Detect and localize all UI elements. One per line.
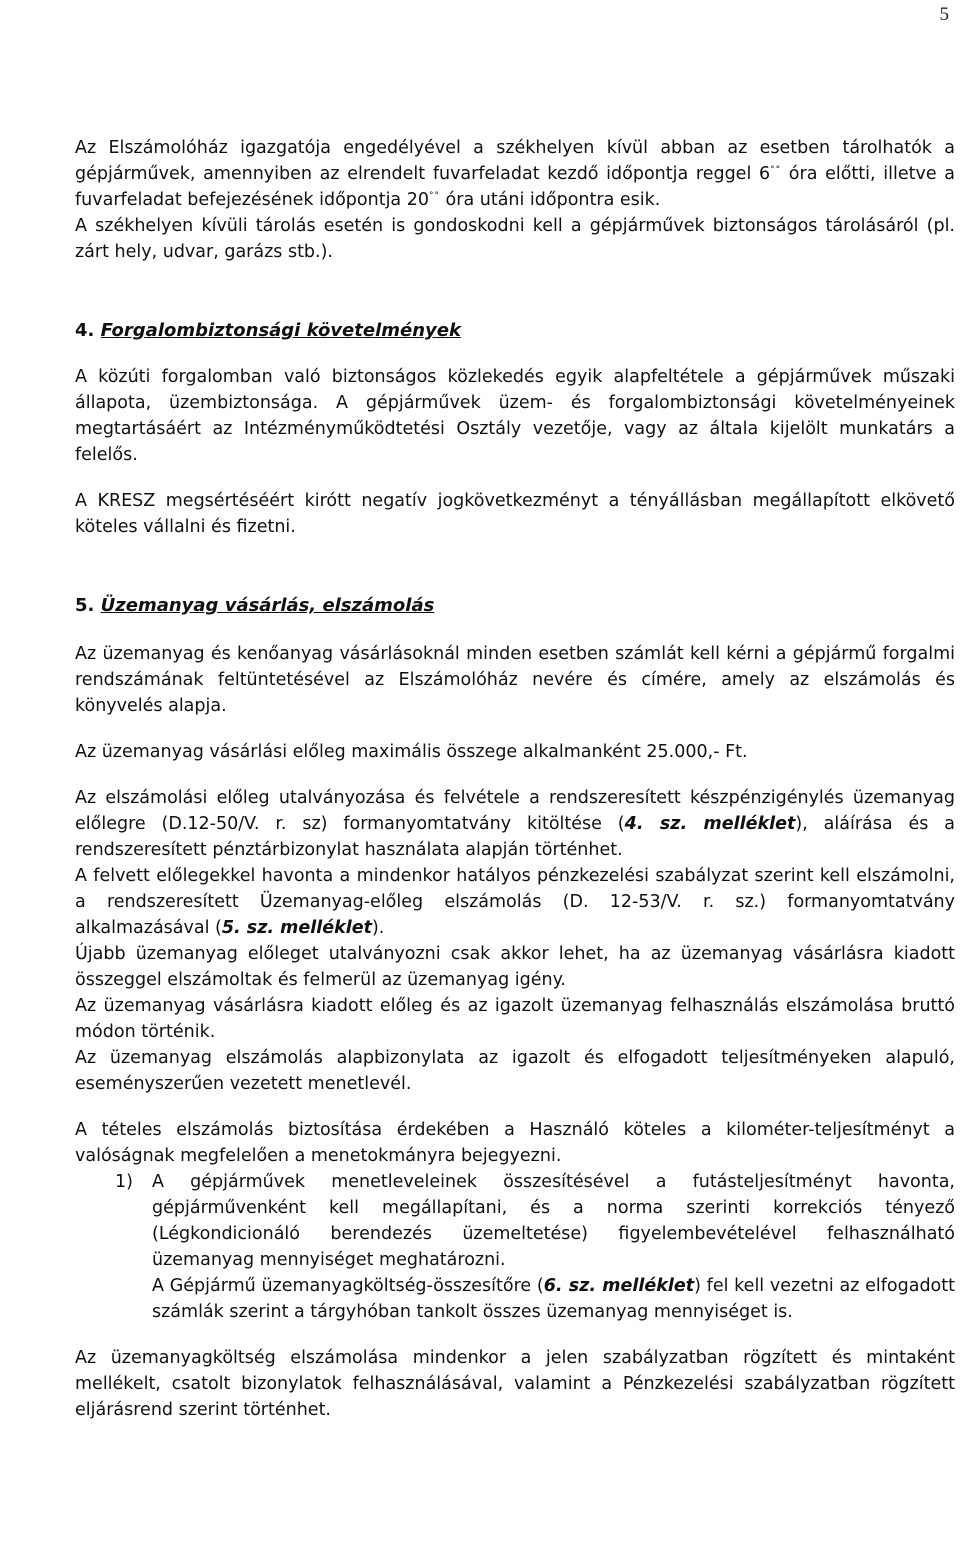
paragraph-traffic-safety: A közúti forgalomban való biztonságos közlekedés egyik alapfeltétele a gépjárművek műszaki állapota, üzembiztonsága. A gépjárművek üzem- és forgalombiztonsági követelményeinek megtartásáért az Intézményműködtetési Osztály vezetője, vagy az általa kijelölt munkatárs a felelős. — [75, 367, 955, 465]
annex-6-reference: 6. sz. melléklet — [543, 1276, 695, 1296]
annex-4-reference: 4. sz. melléklet — [624, 814, 796, 834]
paragraph-storage-safety: A székhelyen kívüli tárolás esetén is gondoskodni kell a gépjárművek biztonságos tárolásáról (pl. zárt hely, udvar, garázs stb.). — [75, 216, 955, 262]
paragraph-fuel-invoice: Az üzemanyag és kenőanyag vásárlásoknál minden esetben számlát kell kérni a gépjármű forgalmi rendszámának feltüntetésével az Elszámolóház nevére és címére, amely az elszámolás és könyvelés alapja. — [75, 644, 955, 716]
section-4-title: Forgalombiztonsági követelmények — [100, 320, 461, 341]
list-number: 1) — [115, 1172, 133, 1192]
list-item: 1) A gépjárművek menetleveleinek összesítésével a futásteljesítményt havonta, gépjárművenként kell megállapítani, és a norma szerinti korrekciós tényező (Légkondicionáló berendezés üzemeltetése) figyelembevételével felhasználható üzemanyag mennyiséget meghatározni. A Gépjármű üzemanyagköltség-összesítőre (6. sz. melléklet) fel kell vezetni az elfogadott számlák szerint a tárgyhóban tankolt összes üzemanyag mennyiséget is. — [75, 1169, 955, 1325]
paragraph-kresz: A KRESZ megsértéséért kirótt negatív jogkövetkezményt a tényállásban megállapított elkövető köteles vállalni és fizetni. — [75, 491, 955, 537]
paragraph-gross-accounting: Az üzemanyag vásárlásra kiadott előleg és az igazolt üzemanyag felhasználás elszámolása bruttó módon történik. — [75, 996, 955, 1042]
paragraph-advance-procedure: Az elszámolási előleg utalványozása és felvétele a rendszeresített készpénzigénylés üzemanyag előlegre (D.12-50/V. r. sz) formanyomtatvány kitöltése (4. sz. melléklet), aláírása és a rendszeresített pénztárbizonylat használata alapján történhet. — [75, 788, 956, 860]
paragraph-logbook: Az üzemanyag elszámolás alapbizonylata az igazolt és elfogadott teljesítményeken alapuló, eseményszerűen vezetett menetlevél. — [75, 1048, 955, 1094]
page-number: 5 — [939, 4, 949, 25]
section-5-heading: 5. Üzemanyag vásárlás, elszámolás — [75, 595, 435, 616]
paragraph-new-advance: Újabb üzemanyag előleget utalványozni csak akkor lehet, ha az üzemanyag vásárlásra kiadott összeggel elszámoltak és felmerül az üzemanyag igény. — [75, 944, 955, 990]
paragraph-advance-settlement: A felvett előlegekkel havonta a mindenkor hatályos pénzkezelési szabályzat szerint kell elszámolni, a rendszeresített Üzemanyag-előleg elszámolás (D. 12-53/V. r. sz.) formanyomtatvány alkalmazásával (5. sz. melléklet). — [75, 866, 955, 938]
document-body — [75, 135, 955, 1423]
paragraph-advance-limit: Az üzemanyag vásárlási előleg maximális összege alkalmanként 25.000,- Ft. — [75, 742, 748, 762]
superscript-marker: °° — [428, 191, 440, 202]
section-4-heading: 4. Forgalombiztonsági követelmények — [75, 320, 461, 341]
paragraph-storage-permission: Az Elszámolóház igazgatója engedélyével a székhelyen kívül abban az esetben tárolhatók a gépjárművek, amennyiben az elrendelt fuvarfeladat kezdő időpontja reggel 6°° óra előtti, illetve a fuvarfeladat befejezésének időpontja 20°° óra utáni időpontra esik. — [75, 138, 955, 210]
annex-5-reference: 5. sz. melléklet — [221, 918, 372, 938]
paragraph-fuel-cost: Az üzemanyagköltség elszámolása mindenkor a jelen szabályzatban rögzített és mintaként mellékelt, csatolt bizonylatok felhasználásával, valamint a Pénzkezelési szabályzatban rögzített eljárásrend szerint történhet. — [75, 1348, 955, 1420]
paragraph-mileage: A tételes elszámolás biztosítása érdekében a Használó köteles a kilométer-teljesítményt a valóságnak megfelelően a menetokmányra bejegyezni. — [75, 1120, 955, 1166]
section-5-title: Üzemanyag vásárlás, elszámolás — [100, 595, 435, 616]
superscript-marker: °° — [770, 165, 782, 176]
